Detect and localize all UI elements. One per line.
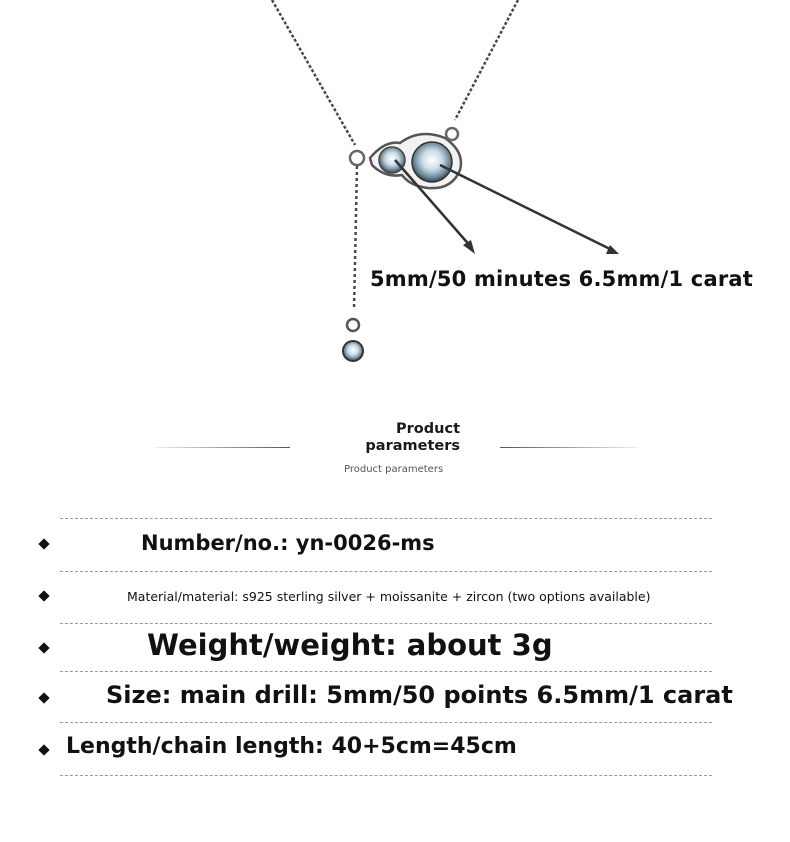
drop-stone — [343, 341, 363, 361]
divider — [60, 671, 712, 672]
divider — [60, 571, 712, 572]
diamond-bullet-icon — [38, 642, 49, 653]
spec-size: Size: main drill: 5mm/50 points 6.5mm/1 carat — [106, 681, 733, 709]
section-subtitle: Product parameters — [344, 464, 444, 475]
pointer-head-main — [606, 245, 619, 254]
chain-loop — [350, 151, 364, 165]
pointer-line-main — [440, 165, 612, 250]
diamond-bullet-icon — [38, 744, 49, 755]
spec-weight: Weight/weight: about 3g — [147, 628, 553, 662]
divider — [60, 623, 712, 624]
header-rule-left — [155, 447, 290, 448]
spec-number: Number/no.: yn-0026-ms — [141, 531, 435, 555]
chain-left — [272, 0, 355, 145]
size-callout-text: 5mm/50 minutes 6.5mm/1 carat — [370, 267, 753, 291]
pointer-head-small — [463, 240, 475, 254]
product-image — [0, 0, 790, 400]
section-title-line1: Product — [396, 421, 460, 437]
section-title — [330, 421, 460, 455]
divider — [60, 775, 712, 776]
divider — [60, 518, 712, 519]
diamond-bullet-icon — [38, 692, 49, 703]
spec-length: Length/chain length: 40+5cm=45cm — [66, 734, 517, 759]
diamond-bullet-icon — [38, 590, 49, 601]
divider — [60, 722, 712, 723]
drop-ring — [347, 319, 359, 331]
header-rule-right — [500, 447, 638, 448]
spec-material: Material/material: s925 sterling silver + moissanite + zircon (two options available) — [127, 589, 651, 604]
small-stone — [379, 147, 405, 173]
diamond-bullet-icon — [38, 538, 49, 549]
drop-chain — [354, 166, 357, 310]
section-title-line2: parameters — [365, 438, 460, 454]
main-stone — [412, 142, 452, 182]
bail-loop — [446, 128, 458, 140]
chain-right — [455, 0, 518, 120]
